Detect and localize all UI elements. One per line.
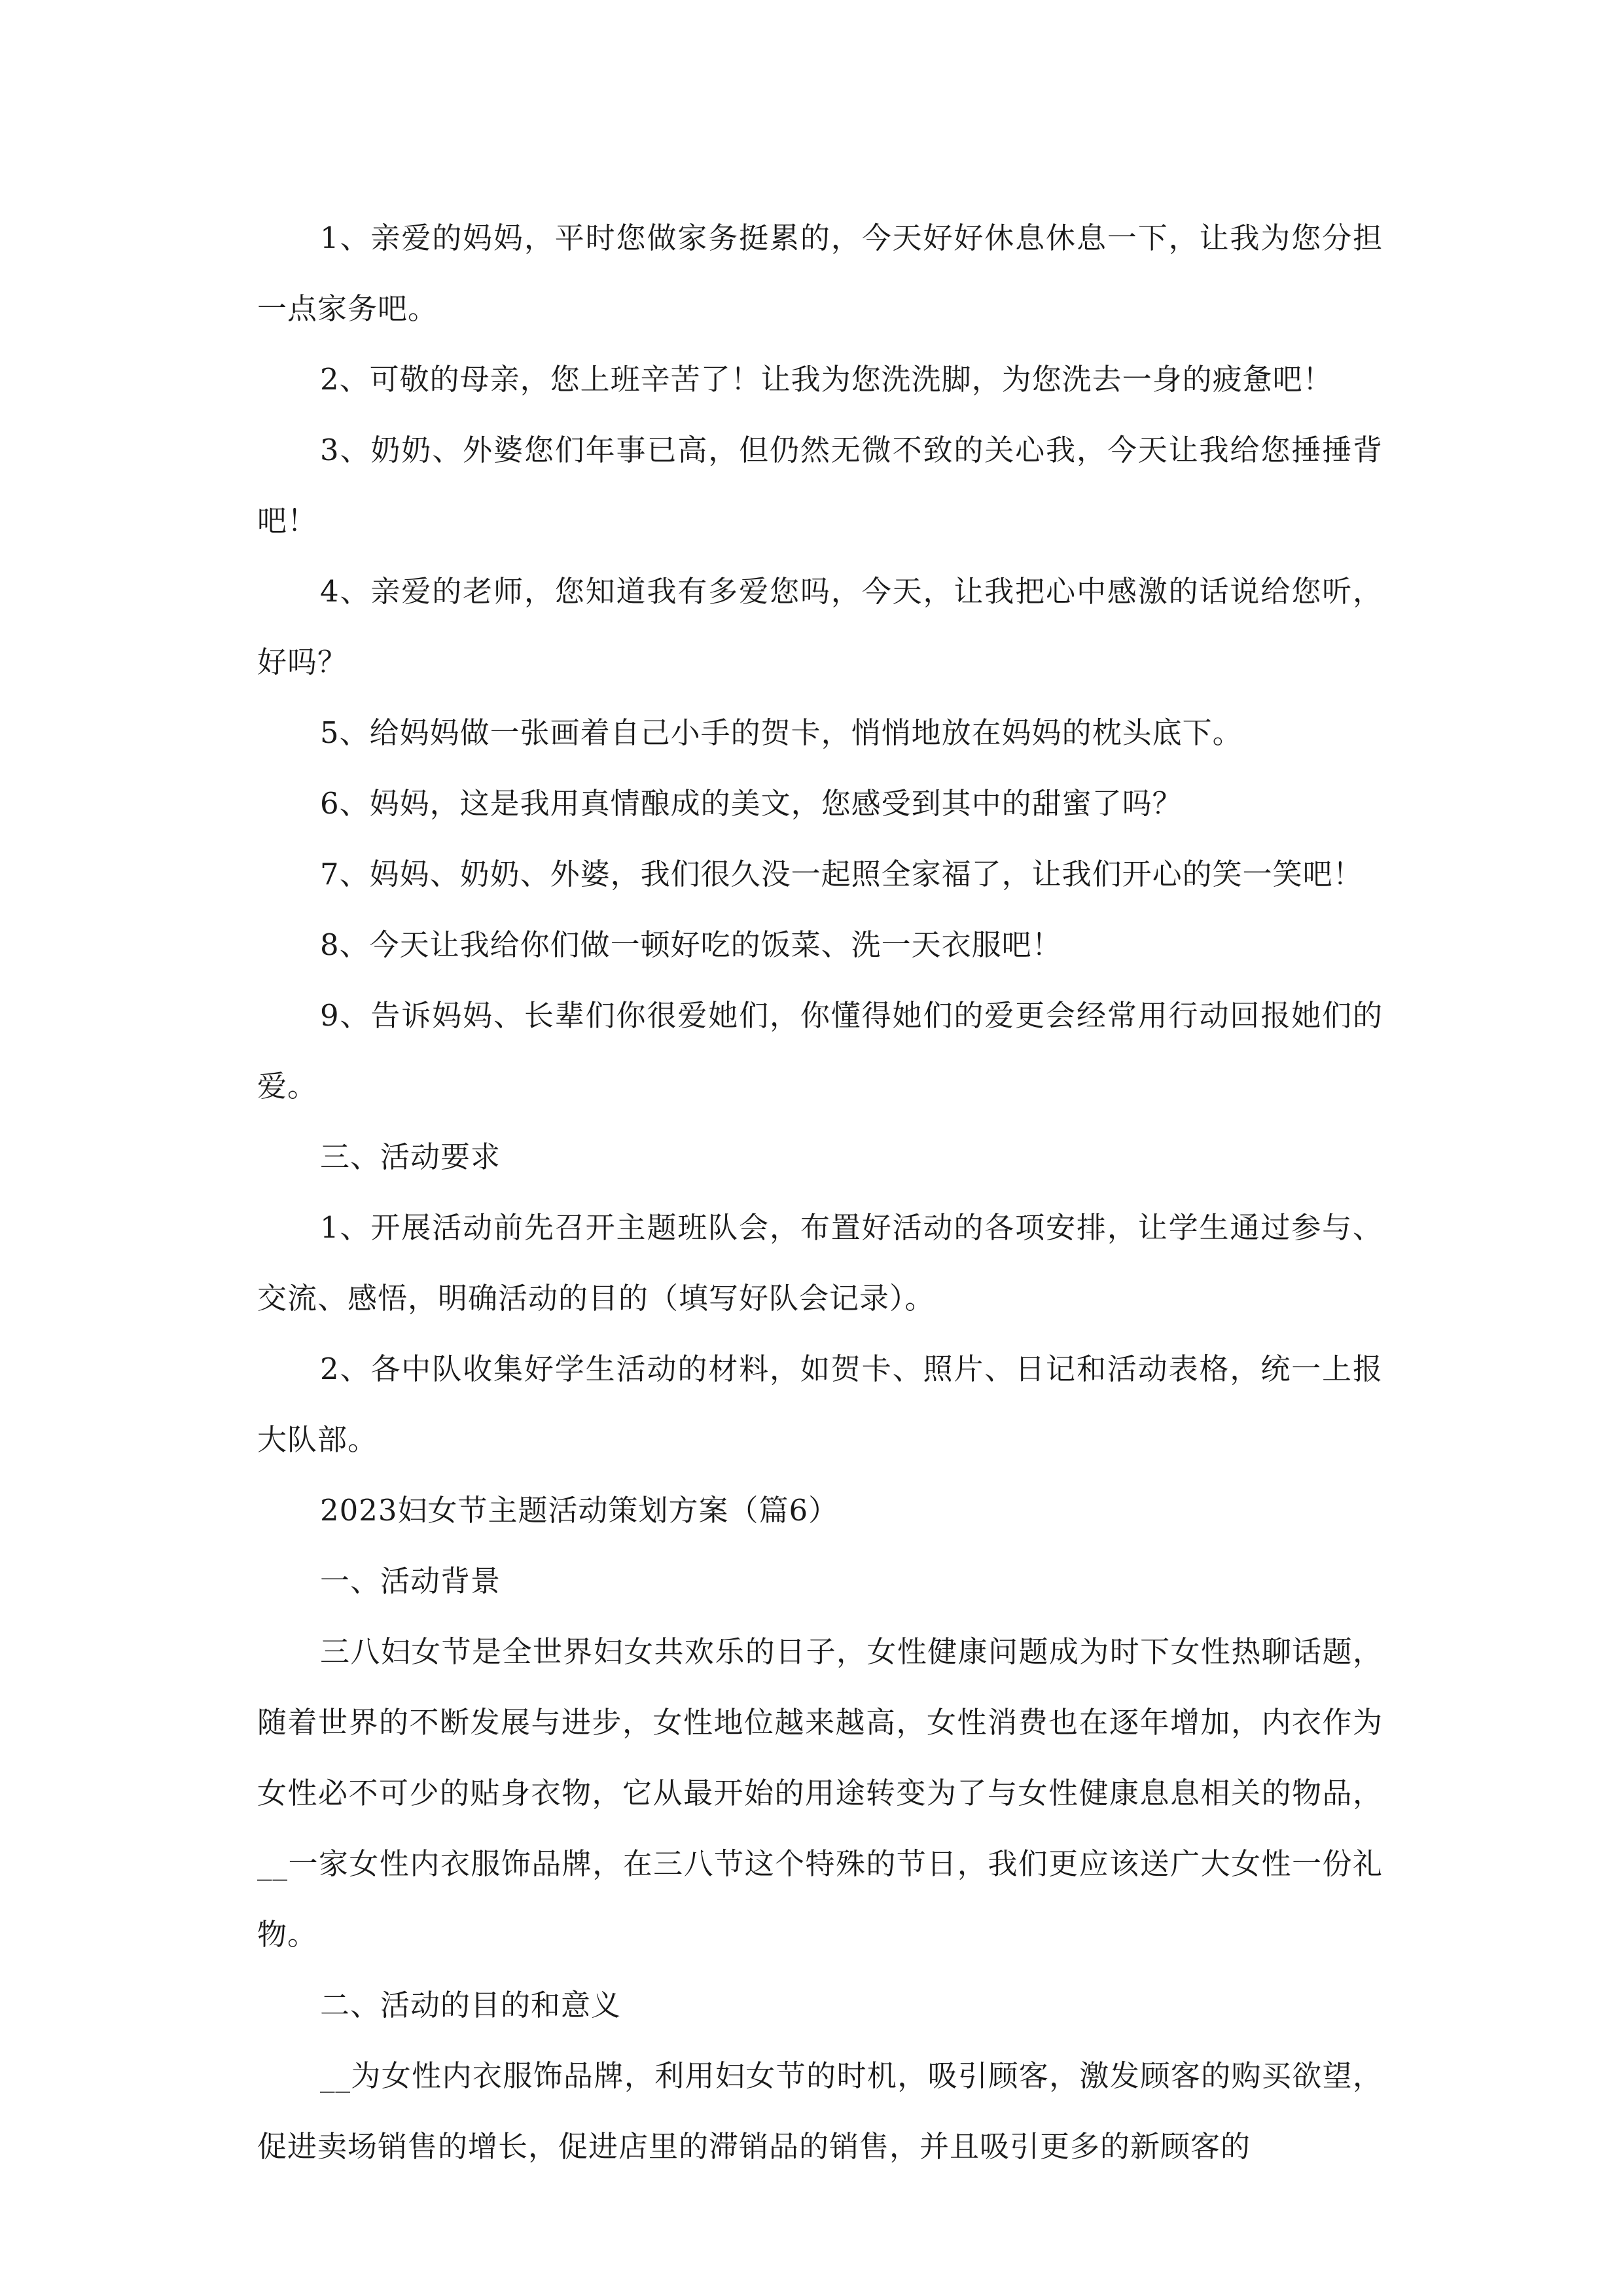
- paragraph-item-7: 7、妈妈、奶奶、外婆，我们很久没一起照全家福了，让我们开心的笑一笑吧！: [320, 857, 1363, 891]
- paragraph-item-5: 5、给妈妈做一张画着自己小手的贺卡，悄悄地放在妈妈的枕头底下。: [320, 715, 1243, 750]
- section-heading-purpose: 二、活动的目的和意义: [320, 1988, 622, 2022]
- paragraph-item-2: 2、可敬的母亲，您上班辛苦了！让我为您洗洗脚，为您洗去一身的疲惫吧！: [320, 362, 1333, 397]
- section-heading-requirements: 三、活动要求: [320, 1139, 501, 1174]
- paragraph-item-8: 8、今天让我给你们做一顿好吃的饭菜、洗一天衣服吧！: [320, 927, 1062, 962]
- requirement-item-1: 1、开展活动前先召开主题班队会，布置好活动的各项安排，让学生通过参与、交流、感悟，明确活动的目的（填写好队会记录）。: [257, 1210, 1383, 1316]
- paragraph-item-3: 3、奶奶、外婆您们年事已高，但仍然无微不致的关心我，今天让我给您捶捶背吧！: [257, 433, 1383, 538]
- requirement-item-2: 2、各中队收集好学生活动的材料，如贺卡、照片、日记和活动表格，统一上报大队部。: [257, 1352, 1383, 1457]
- paragraph-item-6: 6、妈妈，这是我用真情酿成的美文，您感受到其中的甜蜜了吗？: [320, 786, 1183, 821]
- paragraph-item-1: 1、亲爱的妈妈，平时您做家务挺累的，今天好好休息休息一下，让我为您分担一点家务吧。: [257, 221, 1383, 326]
- plan-title: 2023妇女节主题活动策划方案（篇6）: [320, 1493, 839, 1528]
- document-body: [257, 203, 1383, 2182]
- background-paragraph: 三八妇女节是全世界妇女共欢乐的日子，女性健康问题成为时下女性热聊话题，随着世界的不断发展与进步，女性地位越来越高，女性消费也在逐年增加，内衣作为女性必不可少的贴身衣物，它从最开始的用途转变为了与女性健康息息相关的物品，__一家女性内衣服饰品牌，在三八节这个特殊的节日，我们更应该送广大女性一份礼物。: [257, 1634, 1383, 1952]
- paragraph-item-9: 9、告诉妈妈、长辈们你很爱她们，你懂得她们的爱更会经常用行动回报她们的爱。: [257, 998, 1383, 1103]
- section-heading-background: 一、活动背景: [320, 1564, 501, 1598]
- purpose-paragraph: __为女性内衣服饰品牌，利用妇女节的时机，吸引顾客，激发顾客的购买欲望，促进卖场销售的增长，促进店里的滞销品的销售，并且吸引更多的新顾客的: [257, 2058, 1383, 2164]
- paragraph-item-4: 4、亲爱的老师，您知道我有多爱您吗，今天，让我把心中感激的话说给您听，好吗？: [257, 574, 1383, 679]
